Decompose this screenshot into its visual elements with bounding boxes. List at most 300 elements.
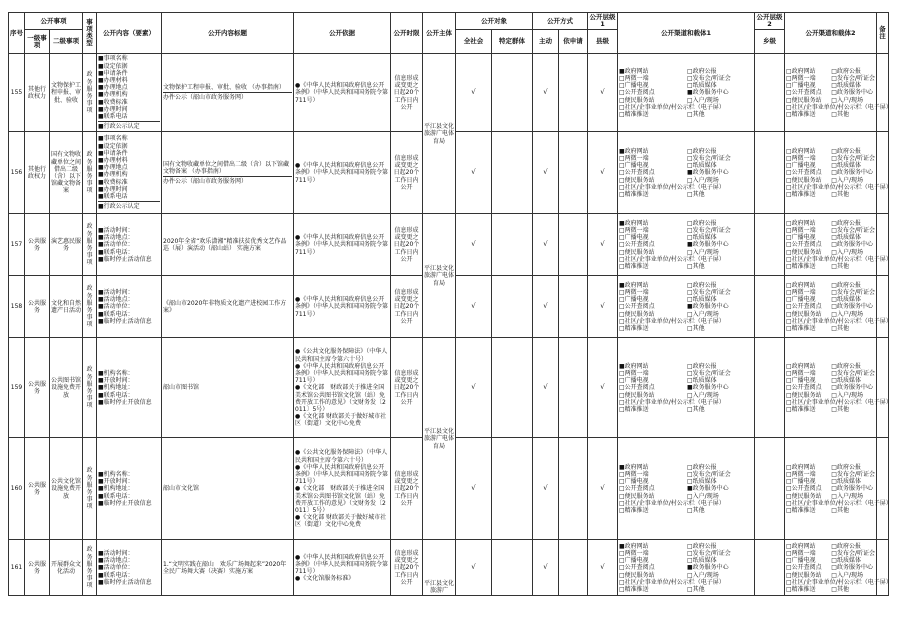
channel-option: □政府公报 <box>687 463 717 471</box>
cell-title <box>162 132 294 214</box>
channel-option: □社区/企事业单位/村公示栏（电子屏） <box>786 317 892 325</box>
header-lvl2-group: 公开层级2 <box>756 13 783 29</box>
channel-option: □其他 <box>687 110 705 118</box>
cell-township <box>755 338 785 438</box>
cell-title <box>162 438 294 540</box>
channel-option: □广播电视 <box>786 234 816 242</box>
channel-option: □政府公报 <box>687 362 717 370</box>
content-item: ■申请条件 <box>98 69 128 77</box>
basis-item: ●《中华人民共和国政府信息公开条例》（中华人民共和国国务院令第711号） <box>295 296 389 318</box>
content-item: ■机构地址： <box>98 384 134 392</box>
channel-option: □公开查阅点 <box>619 89 655 97</box>
cell-seq: 155 <box>9 54 25 132</box>
cell-content <box>97 540 162 596</box>
basis-item: ●《文化部 财政部关于做好城市社区（街道）文化中心免费 <box>295 514 387 529</box>
cell-specific <box>492 214 533 276</box>
channel-option: □其他 <box>831 405 849 413</box>
content-item: ■开放时间： <box>98 478 134 486</box>
channel-option: ■政务服务中心 <box>687 564 729 572</box>
cell-apply <box>559 540 588 596</box>
channel-option: □广播电视 <box>619 296 649 304</box>
cell-type: 政务服务事项 <box>83 438 97 540</box>
cell-seq: 157 <box>9 214 25 276</box>
channel-option: □发布会/听证会 <box>687 154 731 162</box>
channel-option: □其他 <box>831 190 849 198</box>
cell-basis <box>294 276 391 338</box>
channel-option: □两微一端 <box>619 549 649 557</box>
channel-option: □广播电视 <box>786 162 816 170</box>
cell-time: 信息形成或变更之日起20个工作日内公开 <box>391 540 423 596</box>
channel-option: □广播电视 <box>619 162 649 170</box>
channel-option: ■政府网站 <box>619 147 649 155</box>
cell-active-check: √ <box>533 438 559 540</box>
cell-note <box>877 276 889 338</box>
content-item: ■申请条件 <box>98 149 128 157</box>
channel-option: □两微一端 <box>619 226 649 234</box>
content-item: ■联系电话： <box>98 571 134 579</box>
channel-option: □政务服务中心 <box>831 384 873 392</box>
row-title-text: 国有文物收藏单位之间借出二级（含）以下馆藏文物备案 （办事指南） <box>163 160 290 175</box>
header-note: 备注 <box>877 13 889 54</box>
header-obj-group: 公开对象 <box>456 13 533 30</box>
channel-option: □发布会/听证会 <box>831 369 875 377</box>
channel-option: □政府网站 <box>786 281 816 289</box>
cell-channels1 <box>618 540 755 596</box>
channel-option: □广播电视 <box>619 82 649 90</box>
cell-channels1 <box>618 132 755 214</box>
channel-option: □入户/现场 <box>687 492 719 500</box>
channel-option: ■政府网站 <box>619 219 649 227</box>
basis-item: ●《文化馆服务标准》 <box>295 575 355 583</box>
cell-seq: 160 <box>9 438 25 540</box>
cell-active-check: √ <box>533 338 559 438</box>
cell-channels2 <box>785 438 892 540</box>
channel-option: □政府公报 <box>831 281 861 289</box>
content-item: ■事项名称 <box>98 55 128 63</box>
table-row <box>9 338 889 438</box>
content-item: ■活动地点： <box>98 557 134 565</box>
header-active: 主动 <box>533 30 559 54</box>
channel-option: □纸质媒体 <box>831 82 861 90</box>
channel-option: □社区/企事业单位/村公示栏（电子屏） <box>786 255 892 263</box>
disclosure-table <box>8 12 892 596</box>
channel-option: □政务服务中心 <box>831 169 873 177</box>
header-seq: 序号 <box>9 13 25 54</box>
cell-county-check: √ <box>588 132 618 214</box>
cell-l2: 文物保护工程申报、审批、验收 <box>50 54 83 132</box>
channel-option: □公开查阅点 <box>619 384 655 392</box>
basis-item: ●《中华人民共和国政府信息公开条例》（中华人民共和国国务院令第711号） <box>295 234 389 256</box>
channel-option: □两微一端 <box>786 549 816 557</box>
content-item: ■活动地点： <box>98 296 134 304</box>
cell-time: 信息形成或变更之日起20个工作日内公开 <box>391 214 423 276</box>
content-item: ■设定依据 <box>98 62 128 70</box>
cell-note <box>877 338 889 438</box>
cell-l1: 公共服务 <box>25 214 50 276</box>
channel-option: □纸质媒体 <box>687 162 717 170</box>
channel-option: □入户/现场 <box>831 176 863 184</box>
channel-option: □入户/现场 <box>831 492 863 500</box>
channel-option: □精准推送 <box>619 190 649 198</box>
cell-subject: 平江县文化旅游广电体育局 <box>423 54 456 214</box>
cell-all-check: √ <box>456 540 492 596</box>
cell-subject: 平江县文化旅游广电体育局 <box>423 214 456 338</box>
channel-option: □入户/现场 <box>831 391 863 399</box>
cell-township <box>755 438 785 540</box>
channel-option: □广播电视 <box>786 377 816 385</box>
content-item: ■办理材料 <box>98 77 128 85</box>
content-item-cut: ■行政公示认定 <box>98 201 160 210</box>
cell-note <box>877 54 889 132</box>
channel-option: □政府公报 <box>687 219 717 227</box>
cell-specific <box>492 54 533 132</box>
content-item: ■开放时间： <box>98 377 134 385</box>
cell-channels1 <box>618 54 755 132</box>
row-title-text: 文物保护工程申报、审批、验收 （办事指南） <box>163 84 285 92</box>
channel-option: □便民服务站 <box>619 176 655 184</box>
channel-option: ■政府网站 <box>619 67 649 75</box>
content-item: ■办理地点 <box>98 164 128 172</box>
channel-option: □政府网站 <box>786 219 816 227</box>
cell-type: 政务服务事项 <box>83 132 97 214</box>
content-item: ■活动时间： <box>98 549 134 557</box>
channel-option: ■政务服务中心 <box>687 384 729 392</box>
cell-basis <box>294 338 391 438</box>
cell-note <box>877 540 889 596</box>
channel-option: □两微一端 <box>619 154 649 162</box>
channel-option: □入户/现场 <box>687 248 719 256</box>
channel-option: □精准推送 <box>619 506 649 514</box>
cell-seq: 158 <box>9 276 25 338</box>
channel-option: □精准推送 <box>786 585 816 593</box>
basis-item: ●《公共文化服务保障法》（中华人民共和国主席令第六十号） <box>295 348 388 363</box>
channel-option: □社区/企事业单位/村公示栏（电子屏） <box>619 103 725 111</box>
channel-option: □纸质媒体 <box>831 296 861 304</box>
cell-l1: 公共服务 <box>25 338 50 438</box>
cell-channels2 <box>785 338 892 438</box>
content-item: ■办理时间 <box>98 105 128 113</box>
cell-county-check: √ <box>588 438 618 540</box>
content-item: ■机构名称： <box>98 369 134 377</box>
content-item: ■临时停止活动信息 <box>98 578 152 586</box>
channel-option: □发布会/听证会 <box>687 369 731 377</box>
channel-option: □入户/现场 <box>687 96 719 104</box>
basis-item: ●《文化部 财政部关于做好城市社区（街道）文化中心免费 <box>295 413 387 428</box>
content-item: ■联系电话 <box>98 113 128 121</box>
cell-l2: 开展群众文化活动 <box>50 540 83 596</box>
channel-option: □纸质媒体 <box>687 557 717 565</box>
channel-option: □纸质媒体 <box>687 296 717 304</box>
channel-option: □政府公报 <box>831 542 861 550</box>
content-item: ■办理地点 <box>98 84 128 92</box>
channel-option: □社区/企事业单位/村公示栏（电子屏） <box>786 103 892 111</box>
channel-option: □政府公报 <box>831 219 861 227</box>
content-item: ■办理材料 <box>98 157 128 165</box>
channel-option: □社区/企事业单位/村公示栏（电子屏） <box>619 578 725 586</box>
content-item: ■事项名称 <box>98 135 128 143</box>
channel-option: □精准推送 <box>786 324 816 332</box>
basis-item: ●《中华人民共和国政府信息公开条例》（中华人民共和国国务院令第711号） <box>295 553 389 575</box>
header-mode-group: 公开方式 <box>533 13 588 30</box>
cell-time: 信息形成或变更之日起20个工作日内公开 <box>391 54 423 132</box>
channel-option: □入户/现场 <box>687 571 719 579</box>
channel-option: □两微一端 <box>619 470 649 478</box>
channel-option: □纸质媒体 <box>831 162 861 170</box>
cell-apply <box>559 338 588 438</box>
channel-option: □入户/现场 <box>831 96 863 104</box>
content-item: ■临时停止开放信息 <box>98 398 152 406</box>
channel-option: □广播电视 <box>786 557 816 565</box>
channel-option: □政府公报 <box>831 67 861 75</box>
cell-township <box>755 276 785 338</box>
channel-option: □发布会/听证会 <box>687 549 731 557</box>
cell-l2: 文化和自然遗产日活动 <box>50 276 83 338</box>
content-item: ■机构名称： <box>98 470 134 478</box>
channel-option: □精准推送 <box>619 324 649 332</box>
cell-specific <box>492 132 533 214</box>
header-basis: 公开依据 <box>294 13 391 54</box>
channel-option: □政府公报 <box>831 147 861 155</box>
cell-type: 政务服务事项 <box>83 54 97 132</box>
basis-item: ●《中华人民共和国政府信息公开条例》（中华人民共和国国务院令第711号） <box>295 82 389 104</box>
channel-option: □公开查阅点 <box>619 564 655 572</box>
cell-apply <box>559 438 588 540</box>
channel-option: □精准推送 <box>619 405 649 413</box>
channel-option: □公开查阅点 <box>619 303 655 311</box>
channel-option: □公开查阅点 <box>619 169 655 177</box>
channel-option: □精准推送 <box>786 190 816 198</box>
cell-all-check: √ <box>456 438 492 540</box>
basis-item: ●《中华人民共和国政府信息公开条例》（中华人民共和国国务院令第711号） <box>295 162 389 184</box>
channel-option: □其他 <box>831 585 849 593</box>
content-item: ■联系电话 <box>98 193 128 201</box>
channel-option: □入户/现场 <box>687 391 719 399</box>
row-title-text: 韶山市文化馆 <box>163 485 200 493</box>
cell-channels1 <box>618 438 755 540</box>
cell-l1: 公共服务 <box>25 540 50 596</box>
channel-option: □其他 <box>831 324 849 332</box>
content-item: ■临时停止活动信息 <box>98 255 152 263</box>
channel-option: □两微一端 <box>786 154 816 162</box>
cell-content <box>97 132 162 214</box>
cell-type: 政务服务事项 <box>83 214 97 276</box>
channel-option: □社区/企事业单位/村公示栏（电子屏） <box>619 255 725 263</box>
content-item: ■机构地址： <box>98 485 134 493</box>
cell-active-check: √ <box>533 540 559 596</box>
header-all: 全社会 <box>456 30 492 54</box>
channel-option: □两微一端 <box>786 226 816 234</box>
cell-basis <box>294 54 391 132</box>
header-chan1: 公开渠道和载体1 <box>618 13 755 54</box>
channel-option: □发布会/听证会 <box>831 226 875 234</box>
cell-seq: 161 <box>9 540 25 596</box>
channel-option: □精准推送 <box>786 506 816 514</box>
channel-option: □纸质媒体 <box>687 377 717 385</box>
table-body <box>9 54 892 596</box>
cell-specific <box>492 540 533 596</box>
channel-option: □公开查阅点 <box>786 241 822 249</box>
header-time: 公开时限 <box>391 13 423 54</box>
cell-county-check: √ <box>588 540 618 596</box>
channel-option: □广播电视 <box>786 82 816 90</box>
channel-option: □便民服务站 <box>786 248 822 256</box>
cell-seq: 156 <box>9 132 25 214</box>
channel-option: □政务服务中心 <box>831 241 873 249</box>
disclosure-table-sheet <box>8 12 892 596</box>
channel-option: □广播电视 <box>619 377 649 385</box>
table-row <box>9 540 889 596</box>
cell-l1: 其他行政权力 <box>25 54 50 132</box>
cell-channels1 <box>618 276 755 338</box>
channel-option: □便民服务站 <box>786 96 822 104</box>
header-subject: 公开主体 <box>423 13 456 54</box>
channel-option: □精准推送 <box>619 585 649 593</box>
header-matter-group: 公开事项 <box>25 13 83 30</box>
header-apply: 依申请 <box>559 30 588 54</box>
channel-option: □发布会/听证会 <box>687 470 731 478</box>
channel-option: □两微一端 <box>786 74 816 82</box>
cell-specific <box>492 338 533 438</box>
channel-option: ■政务服务中心 <box>687 89 729 97</box>
channel-option: □广播电视 <box>619 478 649 486</box>
content-item: ■设定依据 <box>98 142 128 150</box>
cell-active-check: √ <box>533 54 559 132</box>
row-title-text: 《韶山市2020年非物质文化遗产进校园工作方案》 <box>163 299 287 314</box>
row-title-text: 韶山市图书馆 <box>163 384 200 392</box>
cell-basis <box>294 438 391 540</box>
channel-option: □发布会/听证会 <box>831 154 875 162</box>
content-item: ■临时停止开放信息 <box>98 499 152 507</box>
cell-seq: 159 <box>9 338 25 438</box>
cell-all-check: √ <box>456 132 492 214</box>
cell-apply <box>559 54 588 132</box>
channel-option: □公开查阅点 <box>786 303 822 311</box>
channel-option: □精准推送 <box>619 262 649 270</box>
content-item-cut: ■行政公示认定 <box>98 121 160 130</box>
channel-option: □政府公报 <box>687 67 717 75</box>
basis-item: ●《文化部 财政部关于推进全国美术馆公共图书馆文化馆（站）免费开放工作的意见》（文财务发〔2011〕5号） <box>295 485 386 514</box>
channel-option: □两微一端 <box>619 288 649 296</box>
channel-option: □便民服务站 <box>786 571 822 579</box>
channel-option: □精准推送 <box>786 110 816 118</box>
cell-content <box>97 438 162 540</box>
channel-option: □其他 <box>687 262 705 270</box>
channel-option: □公开查阅点 <box>786 89 822 97</box>
cell-content <box>97 54 162 132</box>
cell-note <box>877 438 889 540</box>
channel-option: □两微一端 <box>786 288 816 296</box>
cell-l2: 公共图书馆设施免费开放 <box>50 338 83 438</box>
content-item: ■收费标准 <box>98 178 128 186</box>
header-township: 乡级 <box>755 30 785 54</box>
cell-apply <box>559 276 588 338</box>
header-title: 公开内容标题 <box>162 13 294 54</box>
channel-option: □政府公报 <box>687 147 717 155</box>
channel-option: □政府公报 <box>687 281 717 289</box>
cell-subject: 平江县文化旅游广 <box>423 540 456 596</box>
content-item: ■活动单位： <box>98 303 134 311</box>
channel-option: □广播电视 <box>786 296 816 304</box>
cell-title <box>162 214 294 276</box>
cell-all-check: √ <box>456 214 492 276</box>
channel-option: □其他 <box>687 506 705 514</box>
cell-apply <box>559 132 588 214</box>
channel-option: □政府网站 <box>786 463 816 471</box>
channel-option: □便民服务站 <box>786 391 822 399</box>
cell-channels2 <box>785 540 892 596</box>
cell-channels2 <box>785 276 892 338</box>
row-title-text: 1.“文明实践在韶山 欢乐广场舞起来”2020年全民广场舞大赛（决赛）实施方案 <box>163 560 287 575</box>
cell-basis <box>294 214 391 276</box>
channel-option: □公开查阅点 <box>786 384 822 392</box>
channel-option: □社区/企事业单位/村公示栏（电子屏） <box>619 499 725 507</box>
cell-specific <box>492 438 533 540</box>
channel-option: □发布会/听证会 <box>831 470 875 478</box>
content-item: ■活动时间： <box>98 226 134 234</box>
content-item: ■收费标准 <box>98 98 128 106</box>
channel-option: □两微一端 <box>619 369 649 377</box>
channel-option: □社区/企事业单位/村公示栏（电子屏） <box>619 398 725 406</box>
cell-title <box>162 338 294 438</box>
channel-option: □公开查阅点 <box>786 485 822 493</box>
channel-option: □公开查阅点 <box>786 169 822 177</box>
channel-option: □其他 <box>687 405 705 413</box>
channel-option: □公开查阅点 <box>619 485 655 493</box>
header-content: 公开内容（要素） <box>97 13 162 54</box>
cell-county-check: √ <box>588 54 618 132</box>
channel-option: □纸质媒体 <box>831 234 861 242</box>
content-item: ■办理机构 <box>98 171 128 179</box>
cell-active-check: √ <box>533 132 559 214</box>
service-notice: 办件公示（韶山市政务服务网） <box>163 176 292 185</box>
content-item: ■联系电话： <box>98 391 134 399</box>
content-item: ■活动时间： <box>98 288 134 296</box>
channel-option: □政府公报 <box>831 362 861 370</box>
cell-all-check: √ <box>456 276 492 338</box>
channel-option: □便民服务站 <box>619 310 655 318</box>
channel-option: □其他 <box>831 262 849 270</box>
cell-title <box>162 54 294 132</box>
channel-option: □两微一端 <box>786 470 816 478</box>
channel-option: □政府网站 <box>786 67 816 75</box>
channel-option: □公开查阅点 <box>786 564 822 572</box>
channel-option: □社区/企事业单位/村公示栏（电子屏） <box>786 183 892 191</box>
channel-option: □纸质媒体 <box>831 377 861 385</box>
table-row <box>9 54 889 132</box>
cell-basis <box>294 132 391 214</box>
channel-option: □便民服务站 <box>786 176 822 184</box>
cell-time: 信息形成或变更之日起20个工作日内公开 <box>391 438 423 540</box>
channel-option: □广播电视 <box>786 478 816 486</box>
channel-option: □发布会/听证会 <box>831 288 875 296</box>
cell-note <box>877 132 889 214</box>
content-item: ■联系电话： <box>98 492 134 500</box>
channel-option: □便民服务站 <box>619 571 655 579</box>
cell-content <box>97 338 162 438</box>
table-row <box>9 214 889 276</box>
cell-county-check: √ <box>588 214 618 276</box>
cell-county-check: √ <box>588 276 618 338</box>
cell-type: 政务服务事项 <box>83 338 97 438</box>
header-l2: 二级事项 <box>50 30 83 54</box>
cell-all-check: √ <box>456 54 492 132</box>
channel-option: □其他 <box>687 190 705 198</box>
content-item: ■活动单位： <box>98 241 134 249</box>
cell-subject: 平江县文化旅游广电体育局 <box>423 338 456 540</box>
channel-option: □社区/企事业单位/村公示栏（电子屏） <box>619 183 725 191</box>
channel-option: ■政府网站 <box>619 362 649 370</box>
cell-channels1 <box>618 214 755 276</box>
